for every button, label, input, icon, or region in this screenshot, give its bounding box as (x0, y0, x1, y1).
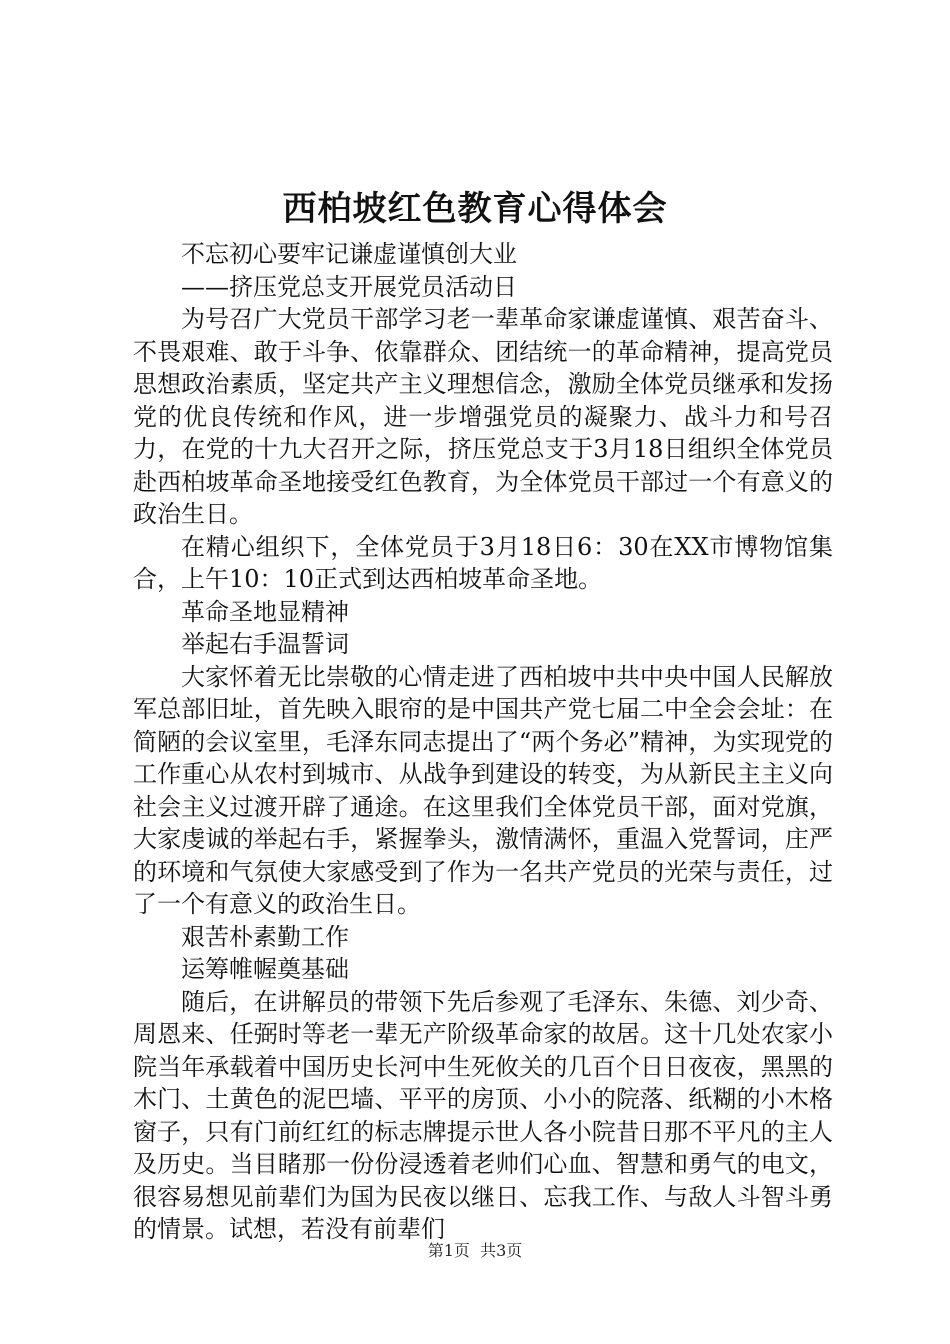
section-heading: 艰苦朴素勤工作 (181, 922, 349, 951)
body-paragraph: 为号召广大党员干部学习老一辈革命家谦虚谨慎、艰苦奋斗、不畏艰难、敢于斗争、依靠群众、团结统一的革命精神，提高党员思想政治素质，坚定共产主义理想信念，激励全体党员继承和发扬党的优良传统和作风，进一步增强党员的凝聚力、战斗力和号召力，在党的十九大召开之际，挤压党总支于3月18日组织全体党员赴西柏坡革命圣地接受红色教育，为全体党员干部过一个有意义的政治生日。 (133, 305, 833, 528)
body-paragraph: 大家怀着无比崇敬的心情走进了西柏坡中共中央中国人民解放军总部旧址，首先映入眼帘的是中国共产党七届二中全会会址：在简陋的会议室里，毛泽东同志提出了“两个务必”精神，为实现党的工作重心从农村到城市、从战争到建设的转变，为从新民主主义向社会主义过渡开辟了通途。在这里我们全体党员干部，面对党旗，大家虔诚的举起右手，紧握拳头，激情满怀，重温入党誓词，庄严的环境和气氛使大家感受到了作为一名共产党员的光荣与责任，过了一个有意义的政治生日。 (133, 662, 833, 918)
subtitle-line: 不忘初心要牢记谦虚谨慎创大业 (181, 240, 517, 268)
body-paragraph: 随后，在讲解员的带领下先后参观了毛泽东、朱德、刘少奇、周恩来、任弼时等老一辈无产阶级革命家的故居。这十几处农家小院当年承载着中国历史长河中生死攸关的几百个日日夜夜，黑黑的木门、土黄色的泥巴墙、平平的房顶、小小的院落、纸糊的小木格窗子，只有门前红红的标志牌提示世人各小院昔日那不平凡的主人及历史。当目睹那一份份浸透着老帅们心血、智慧和勇气的电文，很容易想见前辈们为国为民夜以继日、忘我工作、与敌人斗智斗勇的情景。试想，若没有前辈们 (133, 987, 833, 1243)
page-footer (0, 1239, 950, 1263)
page-total: 共3页 (480, 1241, 523, 1260)
body-paragraph: 在精心组织下，全体党员于3月18日6：30在XX市博物馆集合，上午10：10正式到达西柏坡革命圣地。 (133, 532, 833, 593)
footer-separator (470, 1241, 480, 1260)
section-heading: 运筹帷幄奠基础 (181, 955, 349, 983)
document-title: 西柏坡红色教育心得体会 (282, 189, 668, 229)
section-heading: 革命圣地显精神 (181, 597, 349, 626)
page-number: 第1页 (427, 1241, 470, 1260)
section-heading: 举起右手温誓词 (181, 630, 349, 658)
subtitle-dash-line: ——挤压党总支开展党员活动日 (181, 272, 517, 301)
document-body (133, 238, 833, 1246)
